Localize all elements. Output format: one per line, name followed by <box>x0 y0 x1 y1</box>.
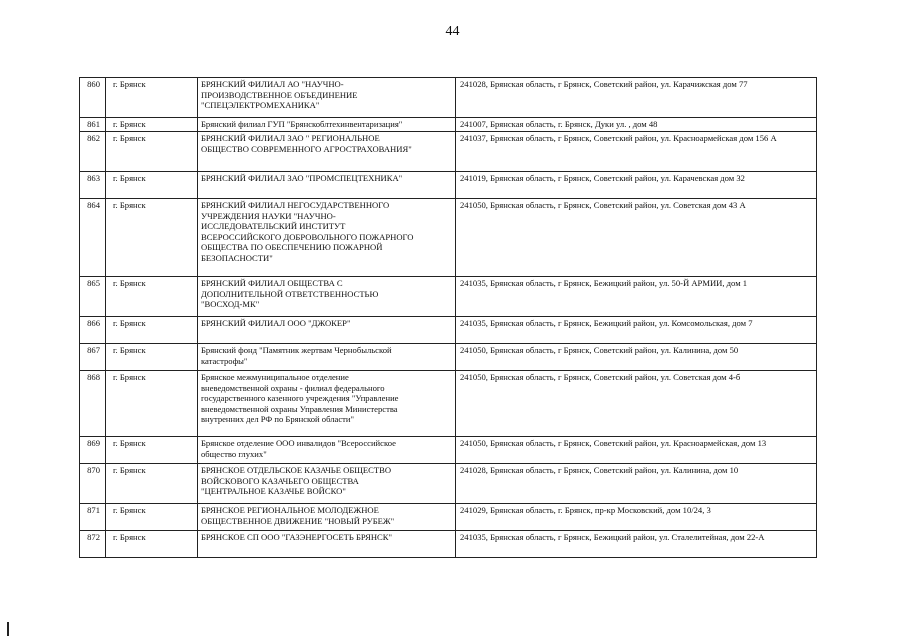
row-number: 864 <box>80 199 106 277</box>
organization-name-line: БРЯНСКИЙ ФИЛИАЛ ЗАО "ПРОМСПЕЦТЕХНИКА" <box>201 173 403 183</box>
row-organization-name <box>198 464 456 504</box>
row-number: 860 <box>80 78 106 118</box>
table-row <box>80 277 817 317</box>
organization-name-line: БРЯНСКИЙ ФИЛИАЛ ООО "ДЖОКЕР" <box>201 318 351 328</box>
organization-name-line: общество глухих" <box>201 448 267 459</box>
organization-name-line: внутренних дел РФ по Брянской области" <box>201 414 355 425</box>
organization-name-line: государственного казенного учреждения "Управление <box>201 393 399 404</box>
row-organization-name <box>198 504 456 531</box>
organization-name-line: Брянское межмуниципальное отделение <box>201 372 349 382</box>
organization-name-line: ОБЩЕСТВО СОВРЕМЕННОГО АГРОСТРАХОВАНИЯ" <box>201 143 412 154</box>
row-city: г. Брянск <box>106 132 198 172</box>
row-number: 867 <box>80 344 106 371</box>
row-address: 241050, Брянская область, г Брянск, Советский район, ул. Советская дом 43 А <box>456 199 817 277</box>
row-city: г. Брянск <box>106 464 198 504</box>
table-row <box>80 531 817 558</box>
row-organization-name <box>198 78 456 118</box>
organization-name-line: ВСЕРОССИЙСКОГО ДОБРОВОЛЬНОГО ПОЖАРНОГО <box>201 231 414 242</box>
row-city: г. Брянск <box>106 118 198 132</box>
organization-name-line: БРЯНСКОЕ РЕГИОНАЛЬНОЕ МОЛОДЕЖНОЕ <box>201 505 379 515</box>
row-address: 241050, Брянская область, г Брянск, Советский район, ул. Красноармейская, дом 13 <box>456 437 817 464</box>
organization-name-line: Брянский филиал ГУП "Брянскоблтехинвентаризация" <box>201 119 403 129</box>
row-address: 241029, Брянская область, г. Брянск, пр-кр Московский, дом 10/24, 3 <box>456 504 817 531</box>
row-organization-name <box>198 371 456 437</box>
organization-name-line: Брянское отделение ООО инвалидов "Всероссийское <box>201 438 396 448</box>
row-number: 868 <box>80 371 106 437</box>
organization-name-line: БРЯНСКОЕ СП ООО "ГАЗЭНЕРГОСЕТЬ БРЯНСК" <box>201 532 393 542</box>
row-organization-name <box>198 172 456 199</box>
scan-edge-mark <box>7 622 9 636</box>
row-organization-name <box>198 437 456 464</box>
row-number: 872 <box>80 531 106 558</box>
table-row <box>80 464 817 504</box>
row-address: 241035, Брянская область, г Брянск, Бежицкий район, ул. Комсомольская, дом 7 <box>456 317 817 344</box>
row-number: 861 <box>80 118 106 132</box>
row-number: 871 <box>80 504 106 531</box>
row-city: г. Брянск <box>106 78 198 118</box>
row-number: 869 <box>80 437 106 464</box>
row-city: г. Брянск <box>106 344 198 371</box>
organization-name-line: "ЦЕНТРАЛЬНОЕ КАЗАЧЬЕ ВОЙСКО" <box>201 486 346 497</box>
row-city: г. Брянск <box>106 172 198 199</box>
organization-name-line: ИССЛЕДОВАТЕЛЬСКИЙ ИНСТИТУТ <box>201 221 346 232</box>
table-row <box>80 78 817 118</box>
row-number: 870 <box>80 464 106 504</box>
row-city: г. Брянск <box>106 531 198 558</box>
organization-name-line: БРЯНСКОЕ ОТДЕЛЬСКОЕ КАЗАЧЬЕ ОБЩЕСТВО <box>201 465 392 475</box>
organization-name-line: "СПЕЦЭЛЕКТРОМЕХАНИКА" <box>201 100 320 111</box>
organization-name-line: ДОПОЛНИТЕЛЬНОЙ ОТВЕТСТВЕННОСТЬЮ <box>201 288 379 299</box>
row-number: 865 <box>80 277 106 317</box>
row-address: 241019, Брянская область, г Брянск, Советский район, ул. Карачевская дом 32 <box>456 172 817 199</box>
table-row <box>80 437 817 464</box>
organization-name-line: ВОЙСКОВОГО КАЗАЧЬЕГО ОБЩЕСТВА <box>201 475 359 486</box>
row-address: 241035, Брянская область, г Брянск, Бежицкий район, ул. Сталелитейная, дом 22-А <box>456 531 817 558</box>
row-address: 241037, Брянская область, г Брянск, Советский район, ул. Красноармейская дом 156 А <box>456 132 817 172</box>
row-address: 241028, Брянская область, г Брянск, Советский район, ул. Калинина, дом 10 <box>456 464 817 504</box>
table-row <box>80 172 817 199</box>
organization-name-line: катастрофы" <box>201 355 248 366</box>
row-address: 241035, Брянская область, г Брянск, Бежицкий район, ул. 50-Й АРМИИ, дом 1 <box>456 277 817 317</box>
table-row <box>80 504 817 531</box>
organization-name-line: Брянский фонд "Памятник жертвам Чернобыльской <box>201 345 392 355</box>
row-address: 241050, Брянская область, г Брянск, Советский район, ул. Калинина, дом 50 <box>456 344 817 371</box>
row-organization-name <box>198 344 456 371</box>
row-address: 241028, Брянская область, г Брянск, Советский район, ул. Карачижская дом 77 <box>456 78 817 118</box>
row-address: 241050, Брянская область, г Брянск, Советский район, ул. Советская дом 4-б <box>456 371 817 437</box>
organization-name-line: БРЯНСКИЙ ФИЛИАЛ АО "НАУЧНО- <box>201 79 344 89</box>
organization-name-line: БРЯНСКИЙ ФИЛИАЛ НЕГОСУДАРСТВЕННОГО <box>201 200 390 210</box>
row-number: 862 <box>80 132 106 172</box>
organization-name-line: БЕЗОПАСНОСТИ" <box>201 252 273 263</box>
row-city: г. Брянск <box>106 199 198 277</box>
organization-name-line: БРЯНСКИЙ ФИЛИАЛ ЗАО " РЕГИОНАЛЬНОЕ <box>201 133 380 143</box>
organization-name-line: БРЯНСКИЙ ФИЛИАЛ ОБЩЕСТВА С <box>201 278 343 288</box>
table-row <box>80 317 817 344</box>
organizations-table <box>79 77 817 558</box>
table-row <box>80 371 817 437</box>
row-city: г. Брянск <box>106 317 198 344</box>
organization-name-line: "ВОСХОД-МК" <box>201 299 260 310</box>
row-number: 863 <box>80 172 106 199</box>
row-organization-name <box>198 531 456 558</box>
table-row <box>80 199 817 277</box>
row-city: г. Брянск <box>106 437 198 464</box>
row-organization-name <box>198 118 456 132</box>
row-city: г. Брянск <box>106 371 198 437</box>
organization-name-line: ПРОИЗВОДСТВЕННОЕ ОБЪЕДИНЕНИЕ <box>201 89 358 100</box>
table-row <box>80 344 817 371</box>
row-city: г. Брянск <box>106 504 198 531</box>
organization-name-line: УЧРЕЖДЕНИЯ НАУКИ "НАУЧНО- <box>201 210 336 221</box>
row-organization-name <box>198 277 456 317</box>
row-address: 241007, Брянская область, г. Брянск, Дуки ул. , дом 48 <box>456 118 817 132</box>
organization-name-line: ОБЩЕСТВЕННОЕ ДВИЖЕНИЕ "НОВЫЙ РУБЕЖ" <box>201 515 395 526</box>
row-organization-name <box>198 317 456 344</box>
row-organization-name <box>198 132 456 172</box>
organization-name-line: вневедомственной охраны Управления Министерства <box>201 403 398 414</box>
row-organization-name <box>198 199 456 277</box>
page-number: 44 <box>445 24 460 39</box>
table-row <box>80 118 817 132</box>
organization-name-line: вневедомственной охраны - филиал федерального <box>201 382 385 393</box>
row-number: 866 <box>80 317 106 344</box>
table-row <box>80 132 817 172</box>
organization-name-line: ОБЩЕСТВА ПО ОБЕСПЕЧЕНИЮ ПОЖАРНОЙ <box>201 242 383 253</box>
row-city: г. Брянск <box>106 277 198 317</box>
